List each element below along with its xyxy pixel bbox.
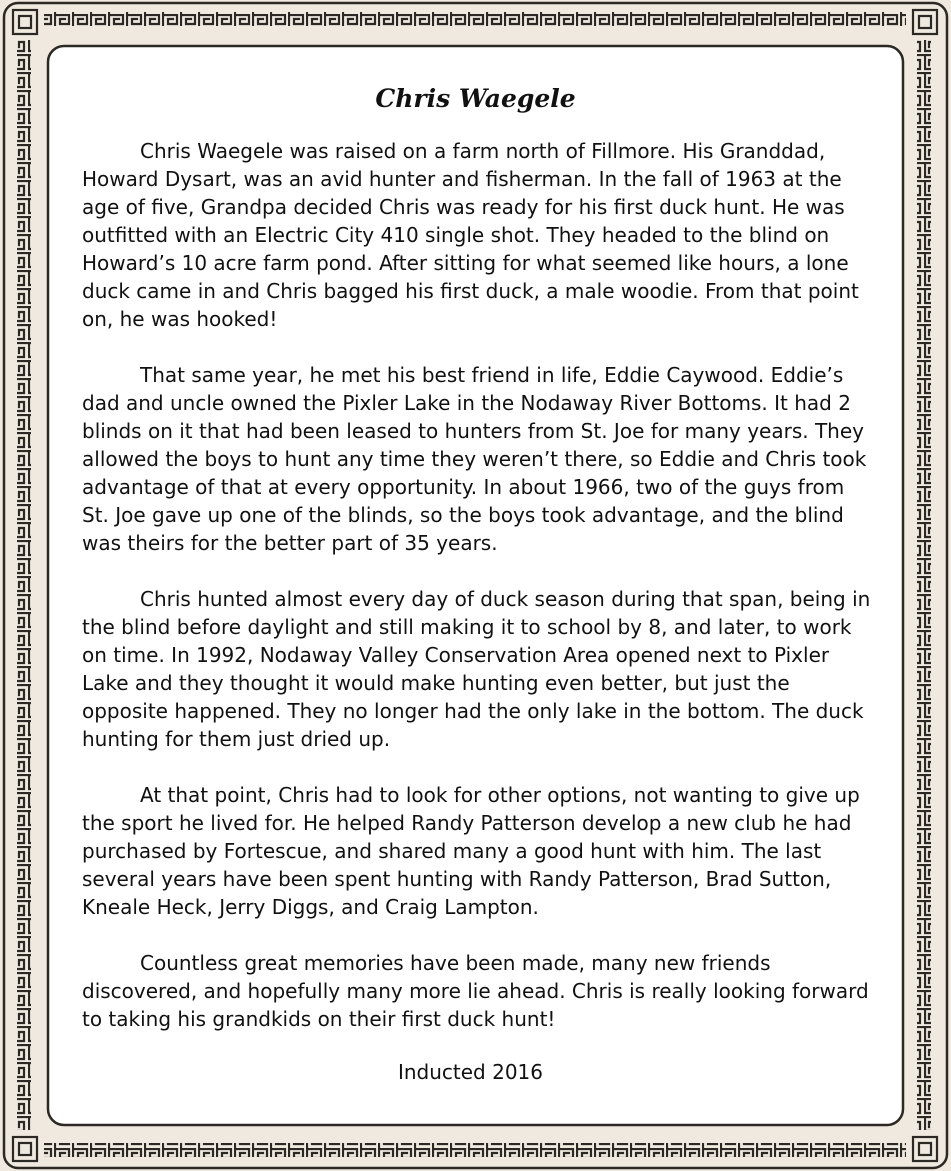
induction-year: Inducted 2016: [397, 1060, 544, 1084]
right-key-band: [917, 40, 931, 1130]
paragraph-pixler-lake: That same year, he met his best friend in life, Eddie Caywood. Eddie’s dad and uncle owned the Pixler Lake in the Nodaway River Bottoms. It had 2 blinds on it that had been leased to hunters from St. Joe for many years. They allowed the boys to hunt any time they weren’t there, so Eddie and Chris took advantage of that at every opportunity. In about 1966, two of the guys from St. Joe gave up one of the blinds, so the boys took advantage, and the blind was theirs for the better part of 35 years.: [82, 363, 867, 555]
paragraph-duck-seasons: Chris hunted almost every day of duck season during that span, being in the blind before daylight and still making it to school by 8, and later, to work on time. In 1992, Nodaway Valley Conservation Area opened next to Pixler Lake and they thought it would make hunting even better, but just the opposite happened. They no longer had the only lake in the bottom. The duck hunting for them just dried up.: [82, 587, 871, 751]
top-key-band: [44, 12, 906, 26]
paragraph-early-life: Chris Waegele was raised on a farm north of Fillmore. His Granddad, Howard Dysart, was an avid hunter and fisherman. In the fall of 1963 at the age of five, Grandpa decided Chris was ready for his first duck hunt. He was outfitted with an Electric City 410 single shot. They headed to the blind on Howard’s 10 acre farm pond. After sitting for what seemed like hours, a lone duck came in and Chris bagged his first duck, a male woodie. From that point on, he was hooked!: [82, 139, 859, 331]
page-title: Chris Waegele: [375, 84, 576, 113]
paragraph-memories: Countless great memories have been made, many new friends discovered, and hopefully many more lie ahead. Chris is really looking forward to taking his grandkids on their first duck hunt!: [82, 951, 869, 1031]
bottom-key-band: [44, 1143, 906, 1157]
paragraph-new-club: At that point, Chris had to look for other options, not wanting to give up the sport he lived for. He helped Randy Patterson develop a new club he had purchased by Fortescue, and shared many a good hunt with him. The last several years have been spent hunting with Randy Patterson, Brad Sutton, Kneale Heck, Jerry Diggs, and Craig Lampton.: [82, 783, 860, 919]
left-key-band: [17, 40, 31, 1130]
